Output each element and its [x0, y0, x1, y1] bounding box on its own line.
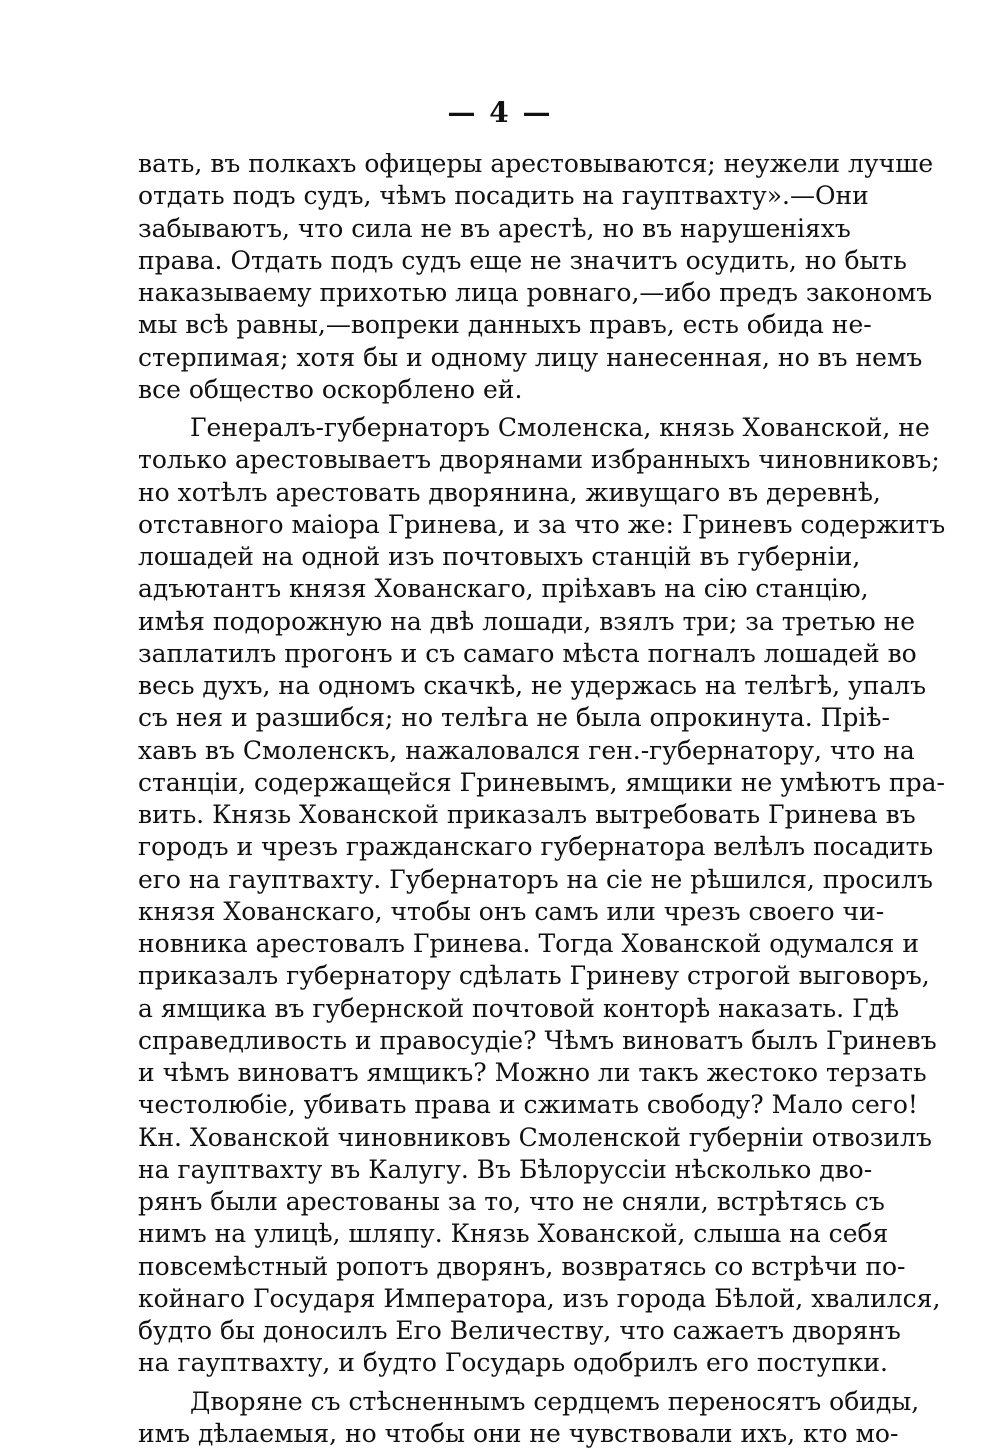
text-line: станціи, содержащейся Гриневымъ, ямщики не умѣютъ пра- [138, 767, 814, 799]
page-number: — 4 — [0, 96, 1000, 129]
text-line: и чѣмъ виноватъ ямщикъ? Можно ли такъ жестоко терзать [138, 1057, 814, 1089]
text-line: приказалъ губернатору сдѣлать Гриневу строгой выговоръ, [138, 960, 814, 992]
text-line: честолюбіе, убивать права и сжимать свободу? Мало сего! [138, 1089, 814, 1121]
text-line: лошадей на одной изъ почтовыхъ станцій въ губерніи, [138, 541, 814, 573]
paragraph [138, 1386, 814, 1450]
text-line: князя Хованскаго, чтобы онъ самъ или чрезъ своего чи- [138, 896, 814, 928]
text-line: отдать подъ судъ, чѣмъ посадить на гауптвахту».—Они [138, 180, 814, 212]
text-line: забываютъ, что сила не въ арестѣ, но въ нарушеніяхъ [138, 213, 814, 245]
text-line: наказываему прихотью лица ровнаго,—ибо предъ закономъ [138, 277, 814, 309]
text-line: имѣя подорожную на двѣ лошади, взялъ три; за третью не [138, 606, 814, 638]
text-line: новника арестовалъ Гринева. Тогда Хованской одумался и [138, 928, 814, 960]
text-line: повсемѣстный ропотъ дворянъ, возвратясь со встрѣчи по- [138, 1251, 814, 1283]
text-line: хавъ въ Смоленскъ, нажаловался ген.-губернатору, что на [138, 735, 814, 767]
text-line: весь духъ, на одномъ скачкѣ, не удержась на телѣгѣ, упалъ [138, 670, 814, 702]
text-line: а ямщика въ губернской почтовой конторѣ наказать. Гдѣ [138, 993, 814, 1025]
text-line: городъ и чрезъ гражданскаго губернатора велѣлъ посадить [138, 831, 814, 863]
text-line: заплатилъ прогонъ и съ самаго мѣста погналъ лошадей во [138, 638, 814, 670]
text-line: рянъ были арестованы за то, что не сняли, встрѣтясь съ [138, 1186, 814, 1218]
body-text [138, 148, 814, 1450]
text-line: его на гауптвахту. Губернаторъ на сіе не рѣшился, просилъ [138, 864, 814, 896]
text-line: будто бы доносилъ Его Величеству, что сажаетъ дворянъ [138, 1315, 814, 1347]
text-line: на гауптвахту, и будто Государь одобрилъ его поступки. [138, 1347, 814, 1379]
text-line: права. Отдать подъ судъ еще не значитъ осудить, но быть [138, 245, 814, 277]
text-line: Генералъ-губернаторъ Смоленска, князь Хованской, не [138, 412, 814, 444]
paragraph [138, 412, 814, 1380]
text-line: вить. Князь Хованской приказалъ вытребовать Гринева въ [138, 799, 814, 831]
text-line: имъ дѣлаемыя, но чтобы они не чувствовали ихъ, кто мо- [138, 1418, 814, 1450]
text-line: Кн. Хованской чиновниковъ Смоленской губерніи отвозилъ [138, 1122, 814, 1154]
text-line: съ нея и разшибся; но телѣга не была опрокинута. Пріѣ- [138, 702, 814, 734]
text-line: только арестовываетъ дворянами избранныхъ чиновниковъ; [138, 444, 814, 476]
paragraph [138, 148, 814, 406]
text-line: койнаго Государя Императора, изъ города Бѣлой, хвалился, [138, 1283, 814, 1315]
text-line: стерпимая; хотя бы и одному лицу нанесенная, но въ немъ [138, 342, 814, 374]
text-line: все общество оскорблено ей. [138, 374, 814, 406]
text-line: адъютантъ князя Хованскаго, пріѣхавъ на сію станцію, [138, 573, 814, 605]
text-line: справедливость и правосудіе? Чѣмъ виноватъ былъ Гриневъ [138, 1025, 814, 1057]
text-line: Дворяне съ стѣсненнымъ сердцемъ переносятъ обиды, [138, 1386, 814, 1418]
text-line: вать, въ полкахъ офицеры арестовываются; неужели лучше [138, 148, 814, 180]
text-line: нимъ на улицѣ, шляпу. Князь Хованской, слыша на себя [138, 1218, 814, 1250]
text-line: мы всѣ равны,—вопреки данныхъ правъ, есть обида не- [138, 309, 814, 341]
text-line: но хотѣлъ арестовать дворянина, живущаго въ деревнѣ, [138, 477, 814, 509]
text-line: отставного маіора Гринева, и за что же: Гриневъ содержитъ [138, 509, 814, 541]
text-line: на гауптвахту въ Калугу. Въ Бѣлоруссіи нѣсколько дво- [138, 1154, 814, 1186]
